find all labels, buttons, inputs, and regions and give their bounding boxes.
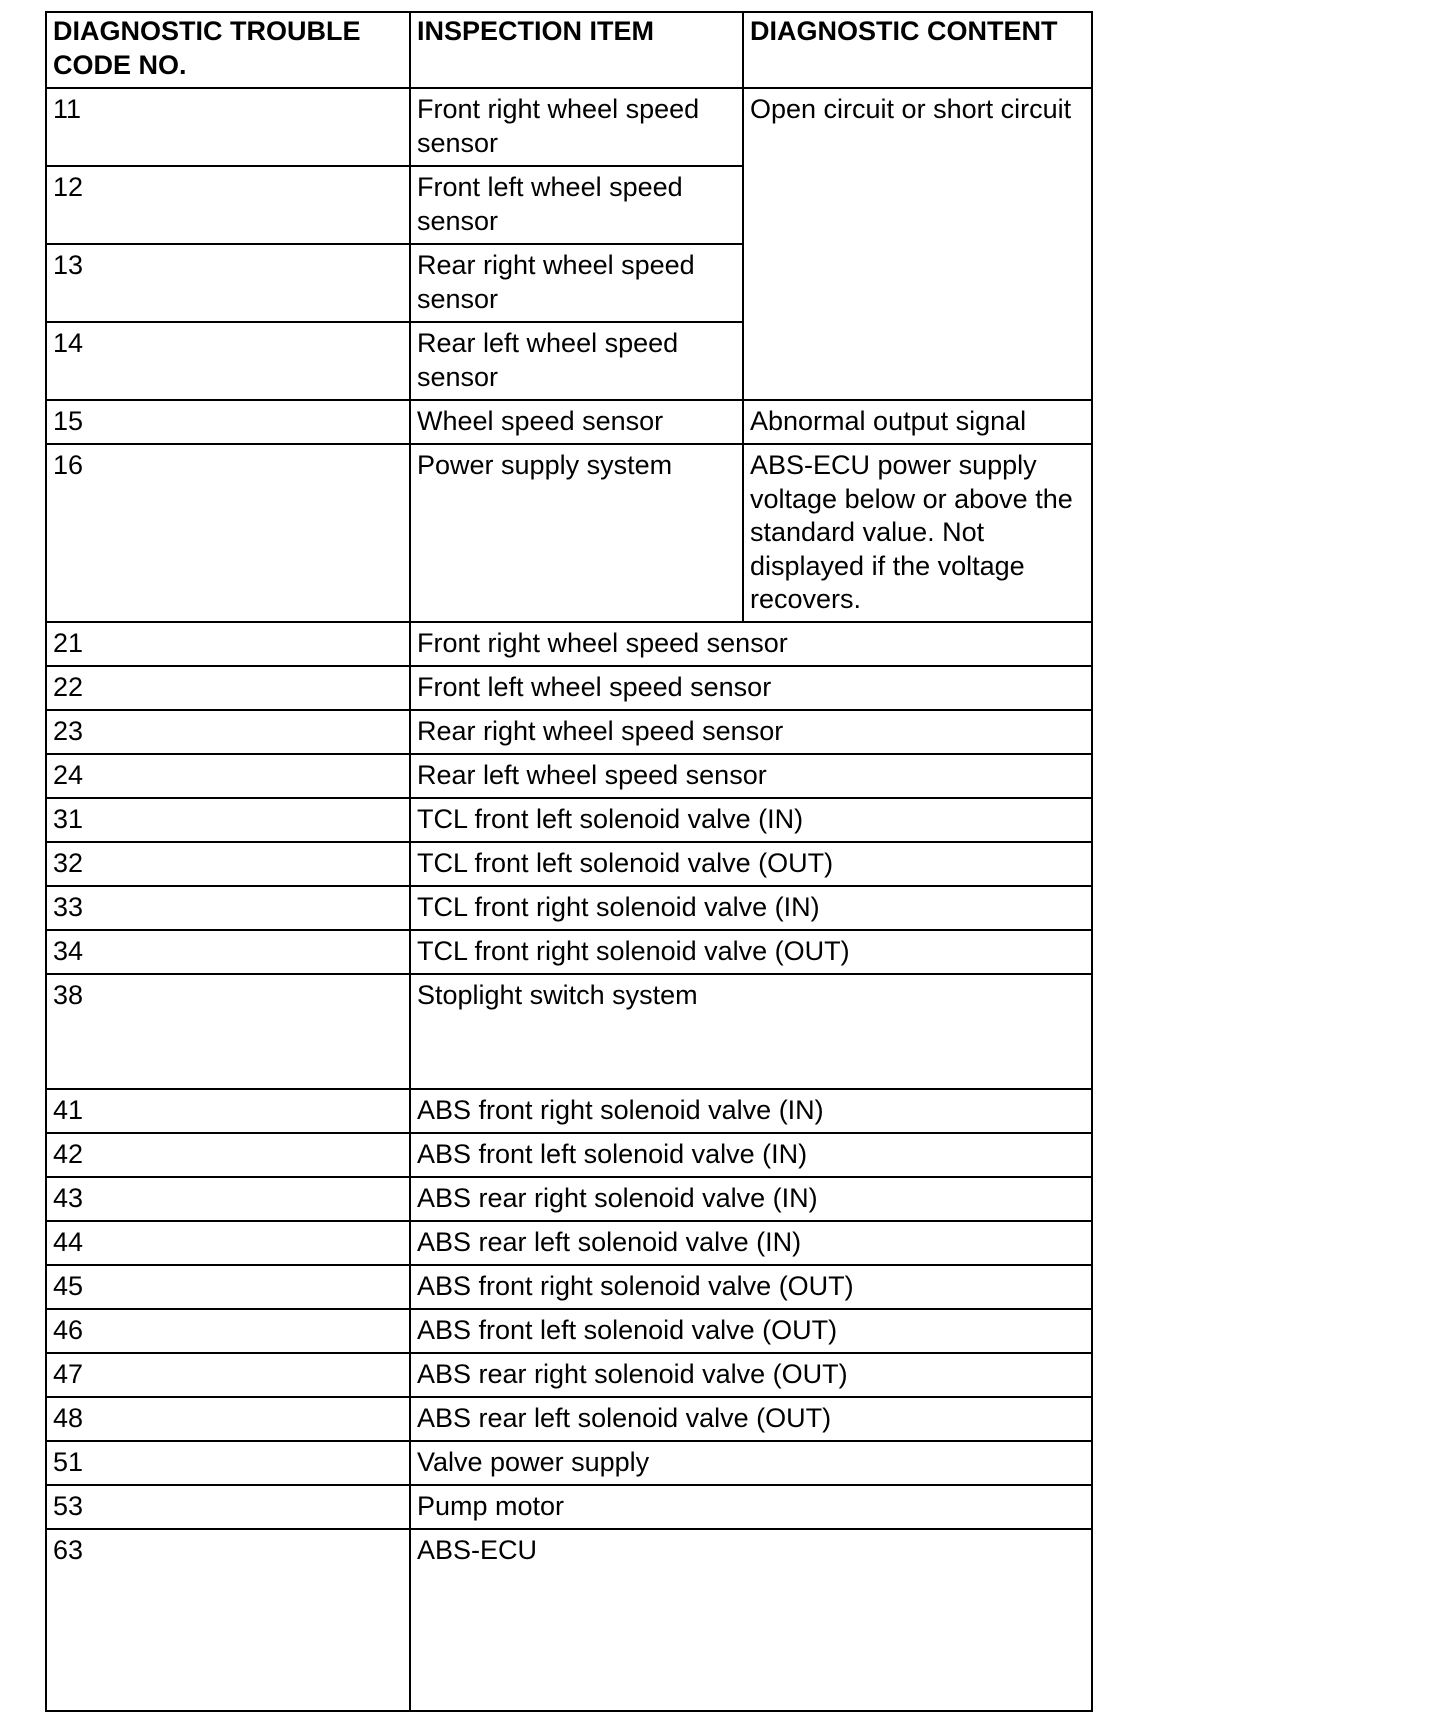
code-cell: 46 xyxy=(46,1309,410,1353)
table-row xyxy=(46,974,1092,1089)
item-cell: Front left wheel speed sensor xyxy=(410,166,743,244)
table-row xyxy=(46,710,1092,754)
item-cell: Valve power supply xyxy=(410,1441,1092,1485)
code-cell: 23 xyxy=(46,710,410,754)
item-cell: Rear left wheel speed sensor xyxy=(410,322,743,400)
code-cell: 34 xyxy=(46,930,410,974)
code-cell: 63 xyxy=(46,1529,410,1711)
header-row xyxy=(46,12,1092,88)
item-cell: ABS rear left solenoid valve (OUT) xyxy=(410,1397,1092,1441)
table-row xyxy=(46,842,1092,886)
table-row xyxy=(46,1309,1092,1353)
code-cell: 11 xyxy=(46,88,410,166)
code-cell: 53 xyxy=(46,1485,410,1529)
item-cell: ABS rear right solenoid valve (IN) xyxy=(410,1177,1092,1221)
table-row xyxy=(46,1441,1092,1485)
table-row xyxy=(46,886,1092,930)
code-cell: 32 xyxy=(46,842,410,886)
table-row xyxy=(46,1133,1092,1177)
content-cell: Abnormal output signal xyxy=(743,400,1092,444)
table-row xyxy=(46,622,1092,666)
code-cell: 24 xyxy=(46,754,410,798)
table-row xyxy=(46,1397,1092,1441)
table-row xyxy=(46,1265,1092,1309)
table-row xyxy=(46,1353,1092,1397)
item-cell: Rear right wheel speed sensor xyxy=(410,710,1092,754)
code-cell: 43 xyxy=(46,1177,410,1221)
code-cell: 47 xyxy=(46,1353,410,1397)
content-cell: ABS-ECU power supply voltage below or above the standard value. Not displayed if the voltage recovers. xyxy=(743,444,1092,622)
code-cell: 42 xyxy=(46,1133,410,1177)
item-cell: Front right wheel speed sensor xyxy=(410,88,743,166)
item-cell: Power supply system xyxy=(410,444,743,622)
item-cell: ABS front left solenoid valve (IN) xyxy=(410,1133,1092,1177)
item-cell: ABS front left solenoid valve (OUT) xyxy=(410,1309,1092,1353)
code-cell: 15 xyxy=(46,400,410,444)
content-cell: Open circuit or short circuit xyxy=(743,88,1092,400)
code-cell: 44 xyxy=(46,1221,410,1265)
code-cell: 51 xyxy=(46,1441,410,1485)
item-cell: Wheel speed sensor xyxy=(410,400,743,444)
code-cell: 16 xyxy=(46,444,410,622)
item-cell: ABS rear left solenoid valve (IN) xyxy=(410,1221,1092,1265)
table-row xyxy=(46,88,1092,166)
item-cell: ABS rear right solenoid valve (OUT) xyxy=(410,1353,1092,1397)
table-row xyxy=(46,930,1092,974)
table-row xyxy=(46,754,1092,798)
dtc-table xyxy=(45,11,1093,1712)
code-cell: 14 xyxy=(46,322,410,400)
code-cell: 48 xyxy=(46,1397,410,1441)
item-cell: ABS-ECU xyxy=(410,1529,1092,1711)
code-cell: 21 xyxy=(46,622,410,666)
table-row xyxy=(46,1221,1092,1265)
item-cell: Front left wheel speed sensor xyxy=(410,666,1092,710)
table-row xyxy=(46,1485,1092,1529)
item-cell: Front right wheel speed sensor xyxy=(410,622,1092,666)
code-cell: 31 xyxy=(46,798,410,842)
table-row xyxy=(46,666,1092,710)
item-cell: TCL front right solenoid valve (OUT) xyxy=(410,930,1092,974)
table-row xyxy=(46,444,1092,622)
item-cell: TCL front left solenoid valve (IN) xyxy=(410,798,1092,842)
item-cell: ABS front right solenoid valve (IN) xyxy=(410,1089,1092,1133)
table-row xyxy=(46,1529,1092,1711)
code-cell: 38 xyxy=(46,974,410,1089)
item-cell: ABS front right solenoid valve (OUT) xyxy=(410,1265,1092,1309)
item-cell: Stoplight switch system xyxy=(410,974,1092,1089)
code-cell: 13 xyxy=(46,244,410,322)
table-row xyxy=(46,798,1092,842)
item-cell: Rear left wheel speed sensor xyxy=(410,754,1092,798)
item-cell: TCL front right solenoid valve (IN) xyxy=(410,886,1092,930)
table-row xyxy=(46,1177,1092,1221)
header-content: DIAGNOSTIC CONTENT xyxy=(743,12,1092,88)
code-cell: 22 xyxy=(46,666,410,710)
item-cell: Pump motor xyxy=(410,1485,1092,1529)
item-cell: TCL front left solenoid valve (OUT) xyxy=(410,842,1092,886)
code-cell: 33 xyxy=(46,886,410,930)
code-cell: 45 xyxy=(46,1265,410,1309)
table-row xyxy=(46,1089,1092,1133)
header-code: DIAGNOSTIC TROUBLE CODE NO. xyxy=(46,12,410,88)
header-item: INSPECTION ITEM xyxy=(410,12,743,88)
item-cell: Rear right wheel speed sensor xyxy=(410,244,743,322)
code-cell: 12 xyxy=(46,166,410,244)
code-cell: 41 xyxy=(46,1089,410,1133)
table-row xyxy=(46,400,1092,444)
